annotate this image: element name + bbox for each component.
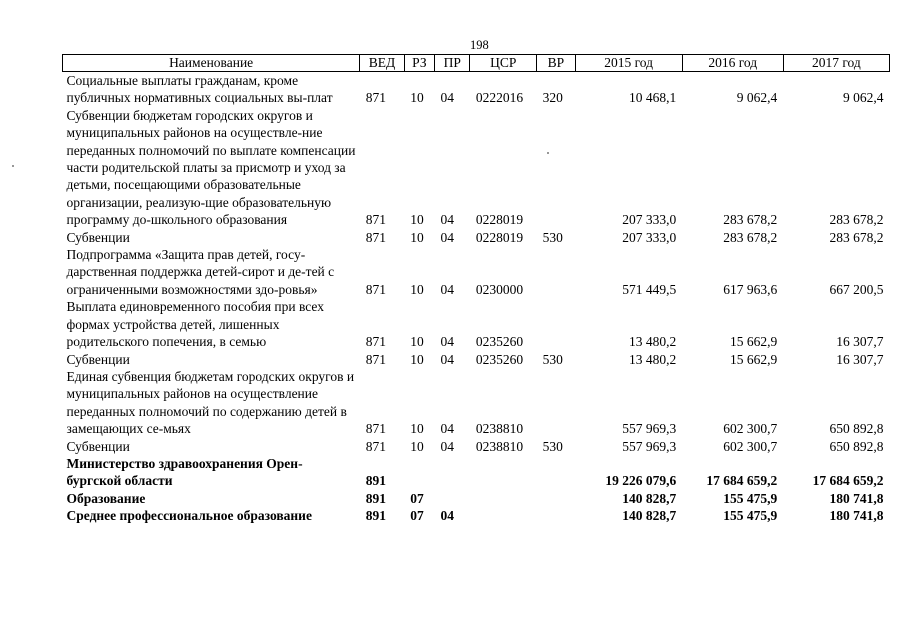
cell-csr: 0222016 (475, 90, 524, 106)
cell-vr (537, 298, 575, 350)
cell-vr: 530 (542, 438, 563, 454)
cell-vr (537, 490, 575, 507)
cell-name: Среднее профессиональное образование (66, 508, 312, 524)
cell-ved: 871 (365, 351, 386, 367)
cell-2015: 19 226 079,6 (605, 473, 677, 489)
cell-2015: 571 449,5 (622, 281, 677, 297)
table-row (63, 298, 890, 350)
cell-rz: 10 (410, 334, 424, 350)
table-row (63, 438, 890, 455)
cell-vr (537, 455, 575, 490)
cell-name: Единая субвенция бюджетам городских округов и муниципальных районов на осуществление переданных полномочий по содержанию детей в замещающих се-мьях (66, 368, 355, 437)
cell-name: Подпрограмма «Защита прав детей, госу-дарственная поддержка детей-сирот и де-тей с ограниченными возможностями здо-ровья» (66, 247, 335, 297)
cell-2017: 17 684 659,2 (812, 473, 884, 489)
cell-2015: 13 480,2 (628, 334, 677, 350)
cell-ved: 871 (365, 212, 386, 228)
cell-2015: 207 333,0 (622, 212, 677, 228)
cell-vr (537, 507, 575, 524)
cell-pr (435, 490, 470, 507)
cell-2016: 283 678,2 (723, 229, 778, 245)
cell-2016: 155 475,9 (723, 490, 778, 506)
cell-rz: 10 (410, 351, 424, 367)
cell-csr (470, 490, 537, 507)
table-row (63, 107, 890, 229)
cell-rz: 10 (410, 90, 424, 106)
cell-vr (537, 246, 575, 298)
cell-2015: 140 828,7 (622, 508, 677, 524)
cell-rz: 07 (410, 490, 424, 506)
cell-2015: 10 468,1 (628, 90, 677, 106)
cell-2017: 9 062,4 (843, 90, 884, 106)
header-csr: ЦСР (470, 55, 537, 72)
cell-pr: 04 (440, 90, 455, 106)
table-row (63, 490, 890, 507)
cell-pr: 04 (440, 438, 455, 454)
cell-2016: 602 300,7 (723, 438, 778, 454)
cell-2016: 155 475,9 (723, 508, 778, 524)
cell-csr (470, 507, 537, 524)
table-row (63, 351, 890, 368)
header-rz: РЗ (404, 55, 434, 72)
table-row (63, 246, 890, 298)
budget-table (62, 54, 890, 525)
cell-2016: 9 062,4 (736, 90, 778, 106)
page-number: 198 (470, 38, 489, 52)
cell-csr: 0238810 (475, 421, 524, 437)
header-2017: 2017 год (783, 55, 889, 72)
cell-pr: 04 (440, 351, 455, 367)
cell-ved: 891 (365, 490, 386, 506)
cell-vr: 530 (542, 229, 563, 245)
cell-rz: 10 (410, 281, 424, 297)
cell-2016: 17 684 659,2 (706, 473, 778, 489)
cell-2017: 650 892,8 (829, 438, 884, 454)
cell-2015: 13 480,2 (628, 351, 677, 367)
cell-2017: 650 892,8 (829, 421, 884, 437)
cell-rz: 10 (410, 212, 424, 228)
cell-rz: 10 (410, 438, 424, 454)
cell-2015: 140 828,7 (622, 490, 677, 506)
scan-dot (12, 165, 14, 167)
cell-rz: 10 (410, 229, 424, 245)
table-row (63, 368, 890, 438)
cell-2016: 15 662,9 (730, 351, 778, 367)
cell-csr: 0235260 (475, 334, 524, 350)
cell-pr: 04 (440, 334, 455, 350)
cell-name: Выплата единовременного пособия при всех формах устройства детей, лишенных родительского попечения, в семью (66, 299, 324, 350)
cell-csr: 0228019 (475, 212, 524, 228)
cell-csr (470, 455, 537, 490)
cell-csr: 0230000 (475, 281, 524, 297)
cell-pr: 04 (440, 421, 455, 437)
header-2016: 2016 год (682, 55, 783, 72)
cell-2016: 283 678,2 (723, 212, 778, 228)
cell-2017: 667 200,5 (829, 281, 884, 297)
cell-name: Министерство здравоохранения Орен-бургской области (66, 455, 303, 489)
cell-vr: 530 (542, 351, 563, 367)
cell-csr: 0228019 (475, 229, 524, 245)
cell-name: Субвенции (66, 229, 130, 245)
cell-pr: 04 (440, 281, 455, 297)
cell-vr (537, 107, 575, 229)
table-row (63, 72, 890, 107)
cell-2016: 602 300,7 (723, 421, 778, 437)
cell-ved: 871 (365, 334, 386, 350)
header-pr: ПР (435, 55, 470, 72)
table-row (63, 455, 890, 490)
header-name: Наименование (63, 55, 360, 72)
header-2015: 2015 год (575, 55, 682, 72)
cell-2015: 557 969,3 (622, 438, 677, 454)
cell-vr (537, 368, 575, 438)
cell-2015: 207 333,0 (622, 229, 677, 245)
cell-vr: 320 (542, 90, 563, 106)
cell-ved: 871 (365, 229, 386, 245)
table-row (63, 507, 890, 524)
cell-rz: 07 (410, 508, 424, 524)
cell-name: Субвенции (66, 351, 130, 367)
cell-name: Образование (66, 490, 146, 506)
cell-pr: 04 (440, 212, 455, 228)
cell-2016: 617 963,6 (723, 281, 778, 297)
cell-2017: 16 307,7 (836, 351, 884, 367)
cell-ved: 891 (365, 473, 386, 489)
cell-ved: 891 (365, 508, 386, 524)
cell-2017: 283 678,2 (829, 229, 884, 245)
cell-2015: 557 969,3 (622, 421, 677, 437)
cell-2017: 283 678,2 (829, 212, 884, 228)
cell-pr (435, 455, 470, 490)
header-vr: ВР (537, 55, 575, 72)
cell-ved: 871 (365, 438, 386, 454)
cell-rz: 10 (410, 421, 424, 437)
cell-ved: 871 (365, 281, 386, 297)
cell-2017: 180 741,8 (829, 508, 884, 524)
cell-csr: 0235260 (475, 351, 524, 367)
cell-ved: 871 (365, 421, 386, 437)
cell-pr: 04 (440, 508, 455, 524)
scan-dot (547, 152, 549, 154)
cell-pr: 04 (440, 229, 455, 245)
cell-name: Социальные выплаты гражданам, кроме публичных нормативных социальных вы-плат (66, 73, 333, 106)
cell-2017: 16 307,7 (836, 334, 884, 350)
table-row (63, 229, 890, 246)
cell-csr: 0238810 (475, 438, 524, 454)
header-ved: ВЕД (360, 55, 404, 72)
cell-name: Субвенции бюджетам городских округов и муниципальных районов на осуществле-ние переданных полномочий по выплате компенсации части родительской платы за присмотр и уход за детьми, посещающими образовательные организации, реализую-щие образовательную программу до-школьного образования (66, 107, 356, 228)
cell-2017: 180 741,8 (829, 490, 884, 506)
table-body (63, 72, 890, 525)
cell-rz (404, 455, 434, 490)
cell-name: Субвенции (66, 438, 130, 454)
cell-2016: 15 662,9 (730, 334, 778, 350)
cell-ved: 871 (365, 90, 386, 106)
table-header-row (63, 55, 890, 72)
